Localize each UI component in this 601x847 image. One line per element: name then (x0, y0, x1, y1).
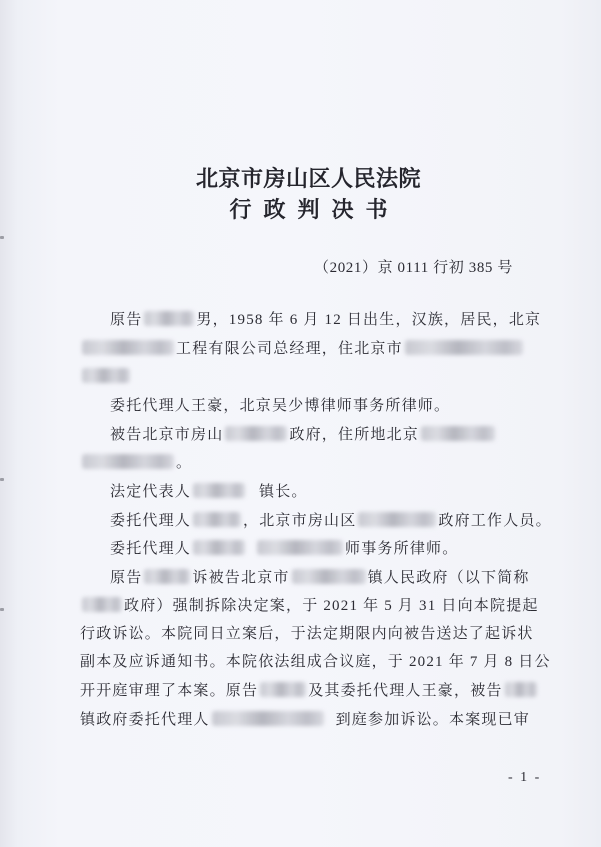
paragraph-line (80, 710, 530, 730)
body-text-segment: 男，1958 年 6 月 12 日出生，汉族，居民，北京 (196, 312, 542, 328)
body-text-segment: 政府，住所地北京 (289, 427, 420, 443)
body-text-segment: 委托代理人 (110, 513, 192, 529)
paragraph-line (110, 539, 458, 559)
body-text-segment: 政府）强制拆除决定案，于 2021 年 5 月 31 日向本院提起 (124, 598, 539, 614)
redaction-block (193, 483, 245, 498)
body-text-segment: 诉被告北京市 (192, 570, 290, 586)
paragraph-line (80, 453, 192, 473)
scan-speck (0, 236, 4, 239)
body-text-segment: 师事务所律师。 (345, 541, 459, 557)
paragraph-line (80, 596, 539, 616)
redaction-block (82, 340, 174, 355)
body-text-segment: 政府工作人员。 (438, 513, 552, 529)
paragraph-line (80, 652, 551, 672)
paragraph-line (80, 681, 539, 701)
redaction-block (82, 368, 130, 383)
body-text-segment: 原告 (110, 570, 143, 586)
body-text-segment: 镇政府委托代理人 (80, 712, 210, 728)
case-number: （2021）京 0111 行初 385 号 (314, 260, 513, 276)
body-text-segment: 工程有限公司总经理，住北京市 (176, 341, 403, 357)
body-text-segment: 副本及应诉通知书。本院依法组成合议庭，于 2021 年 7 月 8 日公 (80, 654, 551, 670)
body-text-segment: 到庭参加诉讼。本案现已审 (335, 712, 531, 728)
redaction-block (505, 682, 537, 697)
body-text-segment: 委托代理人 (110, 541, 192, 557)
paragraph-line (110, 425, 497, 445)
redaction-block (212, 711, 324, 726)
redaction-block (193, 512, 241, 527)
body-text-segment: 原告 (110, 312, 143, 328)
paragraph-line (110, 511, 552, 531)
paragraph-line (80, 624, 534, 644)
paragraph-line (110, 568, 530, 588)
redaction-block (144, 311, 194, 326)
redaction-block (82, 454, 174, 469)
document-title: 行政判决书 (229, 197, 400, 222)
body-text-segment: 法定代表人 (110, 484, 192, 500)
court-name: 北京市房山区人民法院 (195, 166, 421, 191)
paragraph-line (110, 310, 541, 330)
paragraph-line (80, 339, 525, 359)
redaction-block (421, 426, 495, 441)
body-text-segment: 。 (176, 455, 193, 471)
redaction-block (358, 512, 436, 527)
redaction-block (82, 597, 122, 612)
body-text-segment: 镇人民政府（以下简称 (367, 570, 530, 586)
page-number: - 1 - (508, 770, 542, 785)
body-text-segment: 镇长。 (259, 484, 308, 500)
redaction-block (260, 682, 306, 697)
paragraph-line (110, 482, 308, 502)
body-text-segment: 被告北京市房山 (110, 427, 224, 443)
body-text-segment: 开开庭审理了本案。原告 (80, 683, 259, 699)
redaction-block (193, 540, 245, 555)
scan-speck (0, 608, 4, 611)
paragraph-line (110, 396, 450, 416)
body-text-segment: 委托代理人王豪，北京吴少博律师事务所律师。 (110, 398, 451, 414)
body-text-segment: ，北京市房山区 (243, 513, 357, 529)
body-text-segment: 及其委托代理人王豪，被告 (308, 683, 503, 699)
body-text-segment: 行政诉讼。本院同日立案后，于法定期限内向被告送达了起诉状 (80, 626, 534, 642)
redaction-block (405, 340, 523, 355)
redaction-block (257, 540, 343, 555)
scan-speck (0, 478, 4, 481)
redaction-block (225, 426, 287, 441)
redaction-block (144, 569, 190, 584)
redaction-block (292, 569, 366, 584)
paragraph-line (80, 367, 132, 387)
